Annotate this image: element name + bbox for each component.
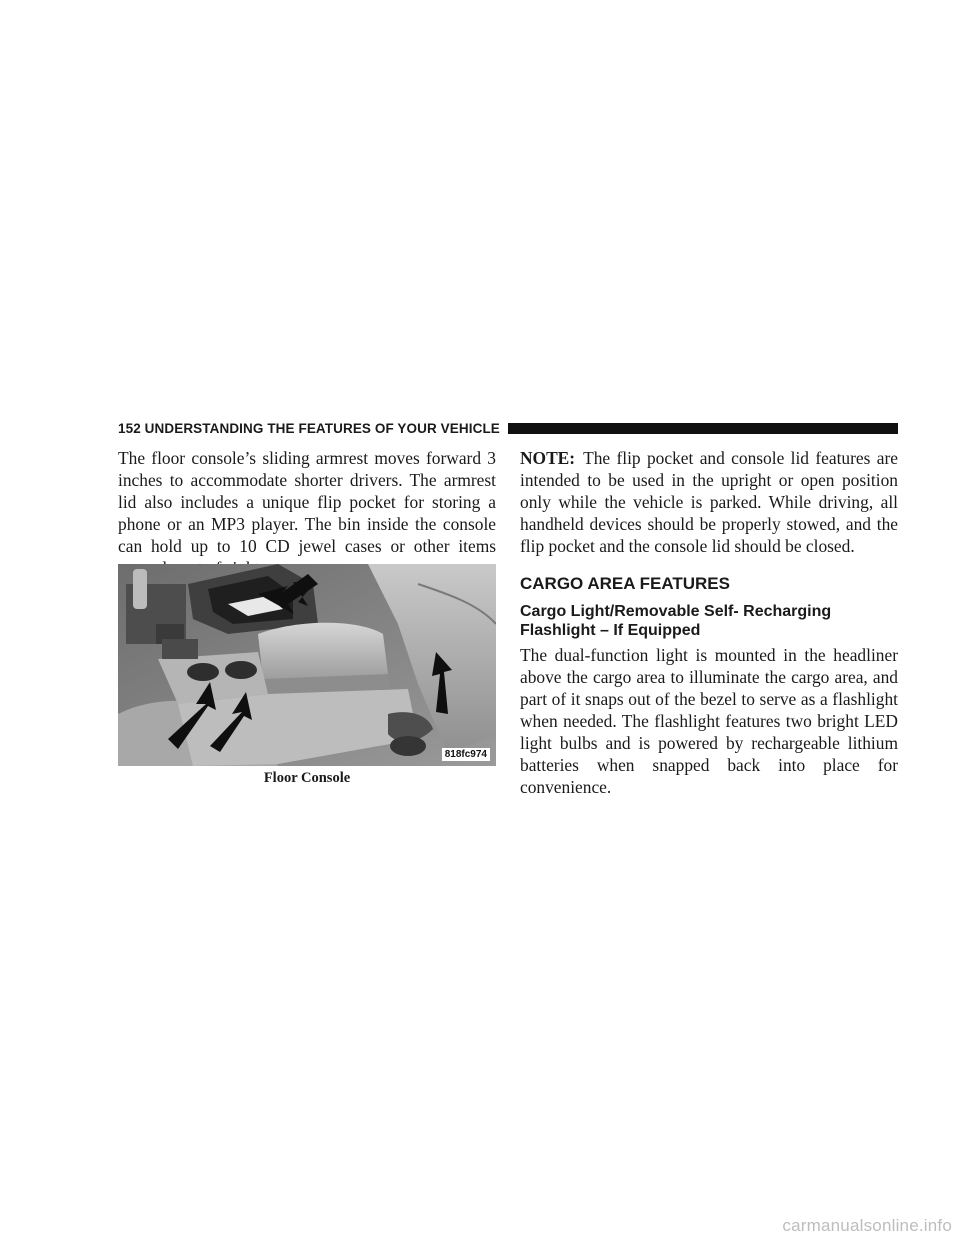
left-column (118, 447, 496, 579)
right-column (520, 447, 898, 798)
section-title: CARGO AREA FEATURES (520, 574, 730, 593)
page-header (118, 420, 898, 436)
note-text: The flip pocket and console lid features are intended to be used in the upright or open position only while the vehicle is parked. While driving, all handheld devices should be properly stowed, and the flip pocket and the console lid should be closed. (520, 448, 898, 556)
page-number-title: 152 UNDERSTANDING THE FEATURES OF YOUR VEHICLE (118, 420, 500, 436)
watermark: carmanualsonline.info (782, 1216, 952, 1235)
figure-caption: Floor Console (263, 770, 351, 786)
note-label: NOTE: (520, 448, 576, 468)
figure-code: 818fc974 (442, 748, 490, 761)
floor-console-illustration (118, 564, 496, 766)
floor-console-figure (118, 564, 496, 766)
cargo-light-paragraph: The dual-function light is mounted in the headliner above the cargo area to illuminate the cargo area, and part of it snaps out of the bezel to serve as a flashlight when needed. The flashlight features two bright LED light bulbs and is powered by rechargeable lithium batteries when snapped back into place for convenience. (520, 645, 898, 797)
note-paragraph (520, 447, 898, 557)
console-paragraph: The floor console’s sliding armrest moves forward 3 inches to accommodate shorter drivers. The armrest lid also includes a unique flip pocket for storing a phone or an MP3 player. The bin inside the console can hold up to 10 CD jewel cases or other items (118, 448, 496, 556)
header-rule (508, 423, 898, 434)
subsection-title: Cargo Light/Removable Self- Recharging Flashlight – If Equipped (520, 603, 832, 639)
